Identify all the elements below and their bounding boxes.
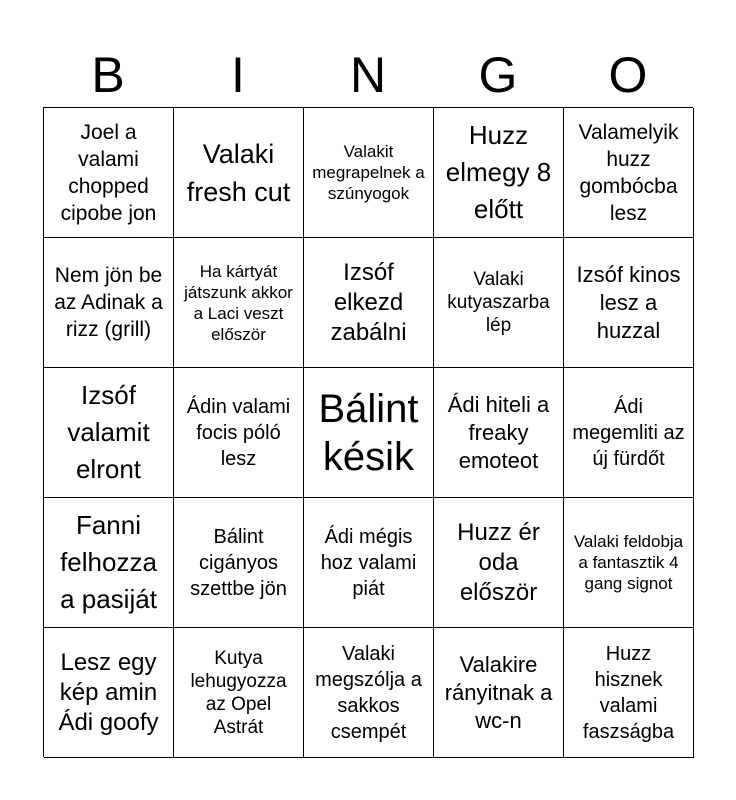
bingo-cell-r4-c1[interactable] (44, 498, 174, 628)
bingo-cell-r5-c5[interactable] (564, 628, 694, 758)
cell-text: Fanni felhozza a pasiját (60, 510, 157, 614)
bingo-cell-r3-c3[interactable] (304, 368, 434, 498)
bingo-header (43, 42, 693, 108)
cell-text: Izsóf elkezd zabálni (330, 258, 407, 346)
cell-text: Huzz elmegy 8 előtt (445, 120, 552, 224)
header-letter-i: I (231, 47, 245, 103)
bingo-cell-r2-c1[interactable] (44, 238, 174, 368)
cell-text: Valaki kutyaszarba lép (447, 269, 550, 336)
bingo-cell-r5-c4[interactable] (434, 628, 564, 758)
cell-text: Huzz hisznek valami faszságba (582, 642, 675, 743)
cell-text: Izsóf kinos lesz a huzzal (576, 261, 681, 343)
bingo-cell-r1-c2[interactable] (174, 108, 304, 238)
cell-text: Valakire rányitnak a wc-n (444, 651, 553, 733)
bingo-cell-r2-c5[interactable] (564, 238, 694, 368)
header-letter-o: O (608, 47, 648, 103)
cell-text: Valamelyik huzz gombócba lesz (578, 120, 679, 225)
bingo-cell-r4-c5[interactable] (564, 498, 694, 628)
cell-text: Izsóf valamit elront (67, 380, 150, 484)
bingo-cell-r3-c4[interactable] (434, 368, 564, 498)
cell-text: Lesz egy kép amin Ádi goofy (58, 648, 159, 736)
bingo-cell-r5-c2[interactable] (174, 628, 304, 758)
bingo-cell-r4-c3[interactable] (304, 498, 434, 628)
bingo-cell-r5-c1[interactable] (44, 628, 174, 758)
header-letter-g: G (478, 47, 518, 103)
cell-text: Bálint késik (318, 386, 419, 479)
cell-text: Valaki fresh cut (186, 138, 291, 207)
bingo-grid (43, 107, 693, 757)
cell-text: Ádi hiteli a freaky emoteot (447, 391, 550, 473)
header-letter-b: B (91, 47, 125, 103)
cell-text: Valaki feldobja a fantasztik 4 gang signot (573, 532, 684, 593)
bingo-cell-r1-c3[interactable] (304, 108, 434, 238)
header-letter-n: N (349, 47, 387, 103)
cell-text: Valaki megszólja a sakkos csempét (315, 642, 422, 743)
cell-text: Kutya lehugyozza az Opel Astrát (190, 647, 287, 738)
cell-text: Huzz ér oda először (457, 518, 540, 606)
bingo-cell-r1-c1[interactable] (44, 108, 174, 238)
bingo-cell-r2-c2[interactable] (174, 238, 304, 368)
cell-text: Ádi megemliti az új fürdőt (572, 395, 685, 470)
bingo-cell-r3-c2[interactable] (174, 368, 304, 498)
bingo-cell-r2-c3[interactable] (304, 238, 434, 368)
cell-text: Bálint cigányos szettbe jön (190, 525, 287, 600)
bingo-cell-r4-c2[interactable] (174, 498, 304, 628)
cell-text: Valakit megrapelnek a szúnyogok (312, 142, 425, 203)
bingo-cell-r2-c4[interactable] (434, 238, 564, 368)
bingo-cell-r3-c1[interactable] (44, 368, 174, 498)
cell-text: Nem jön be az Adinak a rizz (grill) (54, 264, 163, 341)
bingo-cell-r1-c4[interactable] (434, 108, 564, 238)
bingo-cell-r3-c5[interactable] (564, 368, 694, 498)
bingo-cell-r1-c5[interactable] (564, 108, 694, 238)
cell-text: Ádi mégis hoz valami piát (320, 525, 417, 600)
cell-text: Ha kártyát játszunk akkor a Laci veszt először (184, 261, 293, 344)
bingo-cell-r5-c3[interactable] (304, 628, 434, 758)
bingo-cell-r4-c4[interactable] (434, 498, 564, 628)
cell-text: Joel a valami chopped cipobe jon (60, 120, 157, 225)
cell-text: Ádin valami focis póló lesz (186, 395, 291, 470)
